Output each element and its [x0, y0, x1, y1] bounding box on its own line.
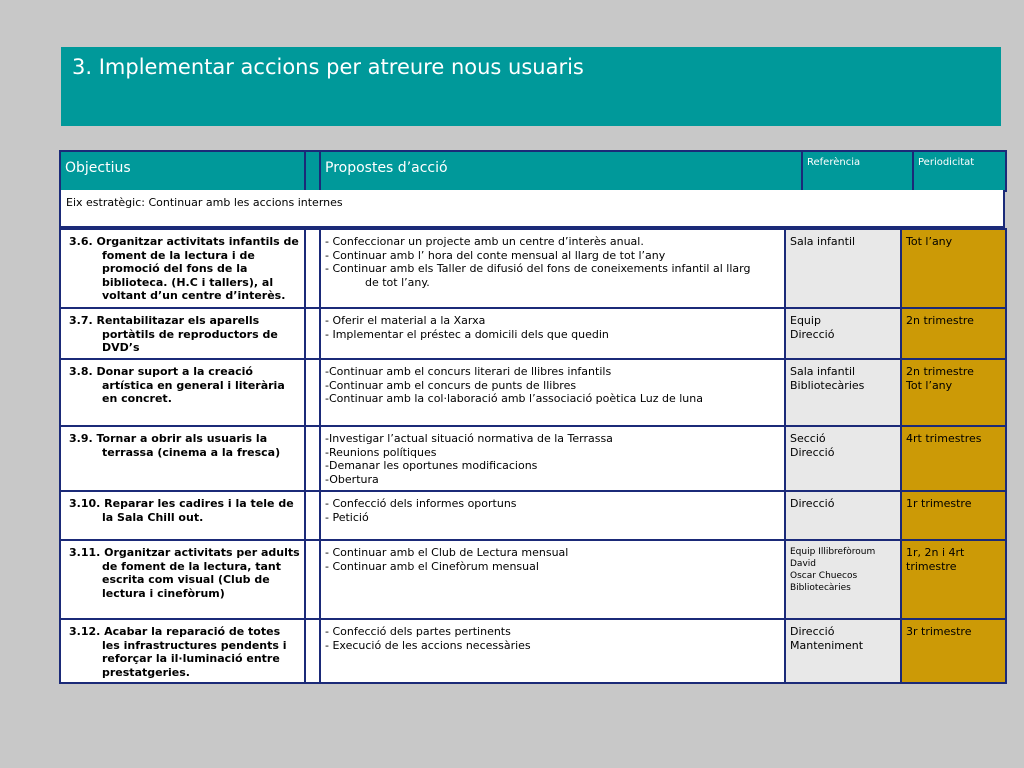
action-item: de tot l’any. — [365, 275, 430, 289]
reference-item: Equip Illibrefòroum — [790, 547, 876, 557]
header-spacer — [305, 151, 320, 191]
reference-item: Direcció — [790, 445, 835, 459]
action-item: - Confecció dels partes pertinents — [325, 625, 511, 638]
spacer-cell — [305, 426, 320, 491]
period-item: 3r trimestre — [906, 625, 972, 638]
action-item: - Petició — [325, 510, 369, 524]
header-objectius: Objectius — [60, 151, 305, 191]
period-item: 1r trimestre — [906, 497, 972, 510]
eix-estrategic: Eix estratègic: Continuar amb les accions internes — [59, 190, 1005, 228]
reference-cell — [785, 359, 901, 426]
spacer-cell — [305, 619, 320, 683]
period-cell — [901, 359, 1006, 426]
reference-item: Sala infantil — [790, 235, 856, 248]
period-item: 2n trimestre — [906, 365, 974, 378]
reference-cell — [785, 491, 901, 540]
objective-text: 3.12. Acabar la reparació de totes les infrastructures pendents i reforçar la il·luminació entre prestatgeries. — [69, 625, 287, 679]
actions-cell — [320, 619, 785, 683]
period-cell — [901, 491, 1006, 540]
objective-text: 3.6. Organitzar activitats infantils de foment de la lectura i de promoció del fons de la biblioteca. (H.C i tallers), al voltant d’un centre d’interès. — [69, 235, 299, 302]
reference-item: Equip — [790, 314, 821, 327]
action-item: -Continuar amb la col·laboració amb l’associació poètica Luz de luna — [325, 392, 703, 405]
period-item: 2n trimestre — [906, 314, 974, 327]
table-row — [60, 426, 1006, 491]
header-periodicitat: Periodicitat — [913, 151, 1006, 191]
actions-cell — [320, 359, 785, 426]
title-bar — [61, 47, 1001, 126]
period-cell — [901, 308, 1006, 359]
reference-item: Sala infantil — [790, 365, 856, 378]
actions-cell — [320, 308, 785, 359]
table-row — [60, 308, 1006, 359]
reference-cell — [785, 308, 901, 359]
objective-cell — [60, 359, 305, 426]
page-title: 3. Implementar accions per atreure nous usuaris — [72, 55, 584, 79]
reference-item: Direcció — [790, 327, 835, 341]
table-row — [60, 229, 1006, 308]
period-cell — [901, 229, 1006, 308]
action-table — [59, 228, 1007, 684]
spacer-cell — [305, 359, 320, 426]
action-item: -Investigar l’actual situació normativa de la Terrassa — [325, 432, 613, 445]
reference-item: Oscar Chuecos — [790, 571, 858, 581]
reference-item: Bibliotecàries — [790, 378, 865, 392]
reference-item: Direcció — [790, 625, 835, 638]
reference-cell — [785, 426, 901, 491]
action-item: - Continuar amb l’ hora del conte mensual al llarg de tot l’any — [325, 248, 666, 262]
reference-cell — [785, 619, 901, 683]
action-item: - Confeccionar un projecte amb un centre d’interès anual. — [325, 235, 644, 248]
table-row — [60, 540, 1006, 619]
objective-cell — [60, 229, 305, 308]
objective-text: 3.9. Tornar a obrir als usuaris la terrassa (cinema a la fresca) — [69, 432, 281, 459]
period-cell — [901, 619, 1006, 683]
period-item: 1r, 2n i 4rt — [906, 546, 965, 559]
action-item: -Obertura — [325, 472, 379, 486]
action-item: - Implementar el préstec a domicili dels que quedin — [325, 327, 609, 341]
action-item: - Continuar amb el Club de Lectura mensual — [325, 546, 569, 559]
spacer-cell — [305, 491, 320, 540]
period-item: 4rt trimestres — [906, 432, 982, 445]
table-row — [60, 619, 1006, 683]
action-item: - Confecció dels informes oportuns — [325, 497, 517, 510]
reference-item: Manteniment — [790, 638, 864, 652]
period-cell — [901, 426, 1006, 491]
reference-item: David — [790, 559, 816, 569]
spacer-cell — [305, 540, 320, 619]
actions-cell — [320, 540, 785, 619]
actions-cell — [320, 426, 785, 491]
action-item: -Reunions polítiques — [325, 445, 437, 459]
action-item: - Continuar amb el Cinefòrum mensual — [325, 559, 539, 573]
spacer-cell — [305, 229, 320, 308]
spacer-cell — [305, 308, 320, 359]
objective-cell — [60, 308, 305, 359]
period-item: Tot l’any — [906, 235, 953, 248]
action-item: - Execució de les accions necessàries — [325, 638, 531, 652]
reference-item: Direcció — [790, 497, 835, 510]
action-item: -Continuar amb el concurs literari de llibres infantils — [325, 365, 612, 378]
reference-item: Bibliotecàries — [790, 583, 851, 593]
reference-item: Secció — [790, 432, 826, 445]
objective-text: 3.11. Organitzar activitats per adults de foment de la lectura, tant escrita com visual (Club de lectura i cinefòrum) — [69, 546, 300, 600]
table-row — [60, 359, 1006, 426]
action-item: -Demanar les oportunes modificacions — [325, 459, 538, 472]
table-header — [59, 150, 1007, 192]
objective-cell — [60, 540, 305, 619]
period-item: Tot l’any — [906, 378, 953, 392]
action-item: -Continuar amb el concurs de punts de llibres — [325, 378, 577, 392]
objective-text: 3.7. Rentabilitazar els aparells portàtils de reproductors de DVD’s — [69, 314, 278, 354]
action-item: - Continuar amb els Taller de difusió del fons de coneixements infantil al llarg — [325, 262, 751, 275]
actions-cell — [320, 491, 785, 540]
header-propostes: Propostes d’acció — [320, 151, 802, 191]
objective-text: 3.8. Donar suport a la creació artística en general i literària en concret. — [69, 365, 285, 405]
action-item: - Oferir el material a la Xarxa — [325, 314, 486, 327]
period-item: trimestre — [906, 559, 957, 573]
objective-cell — [60, 491, 305, 540]
table-row — [60, 491, 1006, 540]
actions-cell — [320, 229, 785, 308]
reference-cell — [785, 229, 901, 308]
header-referencia: Referència — [802, 151, 913, 191]
objective-text: 3.10. Reparar les cadires i la tele de la Sala Chill out. — [69, 497, 294, 524]
objective-cell — [60, 426, 305, 491]
period-cell — [901, 540, 1006, 619]
objective-cell — [60, 619, 305, 683]
reference-cell — [785, 540, 901, 619]
